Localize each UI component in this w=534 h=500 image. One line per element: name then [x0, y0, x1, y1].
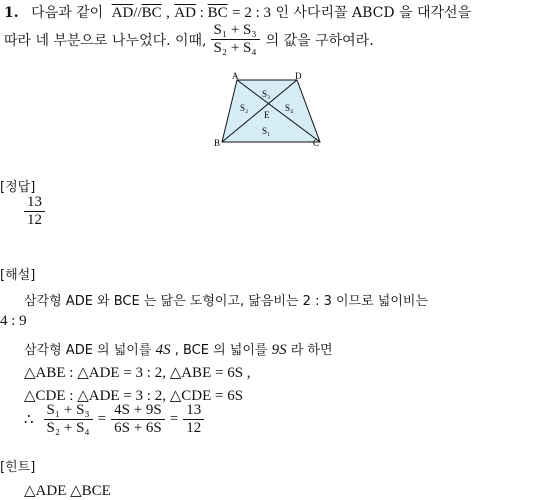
solution-final-equation	[24, 402, 206, 438]
segment-ad: $\overline{AD}$	[111, 5, 134, 21]
solution-fraction-2-num: 4S + 9S	[111, 402, 165, 420]
vertex-c-label: C	[313, 138, 320, 148]
solution-line-4: △ABE : △ADE = 3 : 2, △ABE = 6S ,	[24, 365, 251, 381]
center-e-label: E	[264, 110, 270, 120]
answer-denominator: 12	[27, 212, 42, 229]
trapezoid-figure	[205, 68, 335, 152]
question-text-3: 따라 네 부분으로 나누었다. 이때,	[4, 32, 207, 49]
solution-line-3-text-3: 라 하면	[290, 343, 333, 358]
vertex-b-label: B	[214, 138, 221, 148]
solution-fraction-3-den: 12	[186, 420, 202, 437]
area-ade-value: 4S	[155, 342, 171, 358]
fraction-numerator: S₁ + S₃	[211, 22, 260, 40]
solution-fraction-2	[111, 402, 165, 438]
segment-bc: $\overline{BC}$	[141, 5, 162, 21]
solution-line-1: 삼각형 ADE 와 BCE 는 닮은 도형이고, 닮음비는 2 : 3 이므로 넓이비는	[24, 294, 429, 309]
question-text: 다음과 같이	[31, 5, 104, 21]
solution-fraction-2-den: 6S + 6S	[114, 420, 162, 437]
hint-heading: [힌트]	[0, 460, 36, 475]
question-fraction	[211, 22, 260, 58]
vertex-a-label: A	[232, 71, 239, 81]
solution-line-3	[24, 339, 333, 359]
segment-bc-2: $\overline{BC}$	[207, 5, 228, 21]
answer-heading: [정답]	[0, 180, 36, 195]
answer-numerator: 13	[24, 194, 45, 212]
segment-ad-2: $\overline{AD}$	[174, 5, 196, 21]
solution-fraction-3	[183, 402, 204, 438]
comma: ,	[166, 5, 170, 21]
solution-fraction-1-num: S₁ + S₃	[44, 402, 93, 420]
region-s4-label: S₄	[285, 103, 294, 113]
answer-fraction	[24, 194, 45, 230]
parallel-symbol: //	[133, 5, 142, 21]
ratio-value: = 2 : 3	[232, 5, 271, 21]
equals-sign-1: =	[97, 411, 107, 428]
area-bce-value: 9S	[271, 342, 287, 358]
equals-sign-2: =	[169, 411, 179, 428]
region-s1-label: S₁	[262, 126, 271, 136]
solution-heading: [해설]	[0, 268, 36, 283]
solution-line-3-text-1: 삼각형 ADE 의 넓이를	[24, 343, 152, 358]
question-line-1: 1. 다음과 같이 $\overline{AD}//\overline{BC}$ , $\overline{AD}$ : $\overline{BC} = 2$ : 3 인 사다리꼴 ABCD 을 대각선을	[4, 5, 472, 21]
question-text-4: 의 값을 구하여라.	[265, 32, 374, 49]
solution-line-2: 4 : 9	[0, 313, 27, 329]
region-s3-label: S₃	[262, 89, 271, 99]
solution-fraction-1	[44, 402, 93, 438]
question-text-2: 인 사다리꼴 ABCD 을 대각선을	[275, 5, 472, 21]
solution-line-5: △CDE : △ADE = 3 : 2, △CDE = 6S	[24, 388, 244, 404]
trapezoid-shape	[222, 80, 320, 142]
question-number: 1.	[4, 5, 19, 21]
solution-fraction-1-den: S₂ + S₄	[46, 420, 90, 437]
fraction-denominator: S₂ + S₄	[213, 40, 257, 57]
solution-fraction-3-num: 13	[183, 402, 204, 420]
therefore-symbol: ∴	[24, 412, 34, 429]
question-line-2	[4, 22, 374, 58]
region-s2-label: S₂	[240, 103, 249, 113]
solution-line-3-text-2: , BCE 의 넓이를	[174, 343, 268, 358]
vertex-d-label: D	[295, 71, 302, 81]
hint-text: △ADE △BCE	[24, 483, 111, 499]
